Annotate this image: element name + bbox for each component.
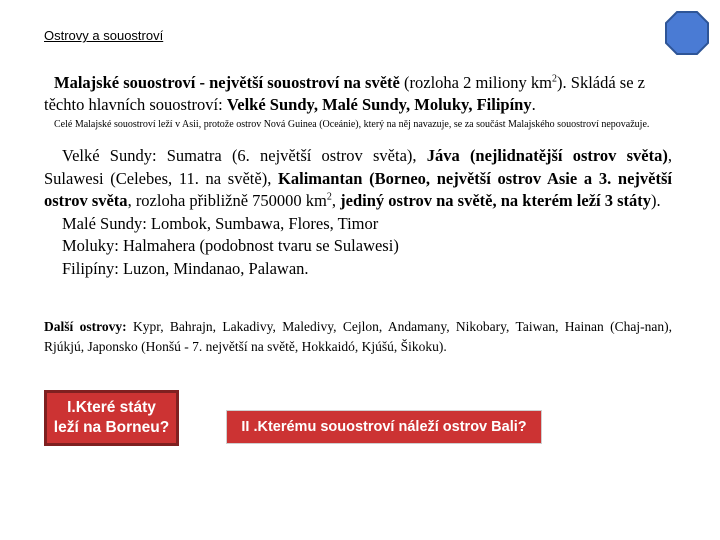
paragraph-other-islands: Další ostrovy: Kypr, Bahrajn, Lakadivy, Maledivy, Cejlon, Andamany, Nikobary, Taiwan, Hainan (Chaj-nan), Rjúkjú, Japonsko (Honšú - 7. největší na světě, Hokkaidó, Kjúšú, Šikoku). (44, 319, 673, 354)
moluccas-line: Moluky: Halmahera (podobnost tvaru se Sulawesi) (62, 236, 399, 255)
note-new-guinea: Celé Malajské souostroví leží v Asii, protože ostrov Nová Guinea (Oceánie), který na něj navazuje, se za součást Malajského souostroví nepovažuje. (54, 119, 650, 130)
slide-title: Ostrovy a souostroví (44, 28, 164, 43)
question-1-button[interactable]: I.Které státy leží na Borneu? (44, 390, 179, 446)
paragraph-malay-archipelago: Malajské souostroví - největší souostroví na světě (rozloha 2 miliony $km^2$). Skládá se z těchto hlavních souostroví: Velké Sundy, Malé Sundy, Moluky, Filipíny. (44, 73, 646, 114)
other-islands-label: Další ostrovy: (44, 319, 127, 334)
hexagon-icon[interactable] (664, 10, 710, 56)
question-2-button[interactable]: II .Kterému souostroví náleží ostrov Bali? (226, 410, 542, 444)
paragraph-islands-list: Velké Sundy: Sumatra (6. největší ostrov světa), Jáva (nejlidnatější ostrov světa), Sulawesi (Celebes, 11. na světě), Kalimantan (Borneo, největší ostrov Asie a 3. největší ostrov světa, rozloha přibližně 750000 $km^2$, jediný ostrov na světě, na kterém leží 3 státy). Malé Sundy: Lombok, Sumbawa, Flores, Timor Moluky: Halmahera (podobnost tvaru se Sulawesi) Filipíny: Luzon, Mindanao, Palawan. (44, 145, 672, 280)
lesser-sunda-line: Malé Sundy: Lombok, Sumbawa, Flores, Timor (62, 213, 379, 233)
malay-archipelago-heading: Malajské souostroví - největší souostroví na světě (54, 73, 400, 92)
philippines-line: Filipíny: Luzon, Mindanao, Palawan. (62, 258, 309, 278)
